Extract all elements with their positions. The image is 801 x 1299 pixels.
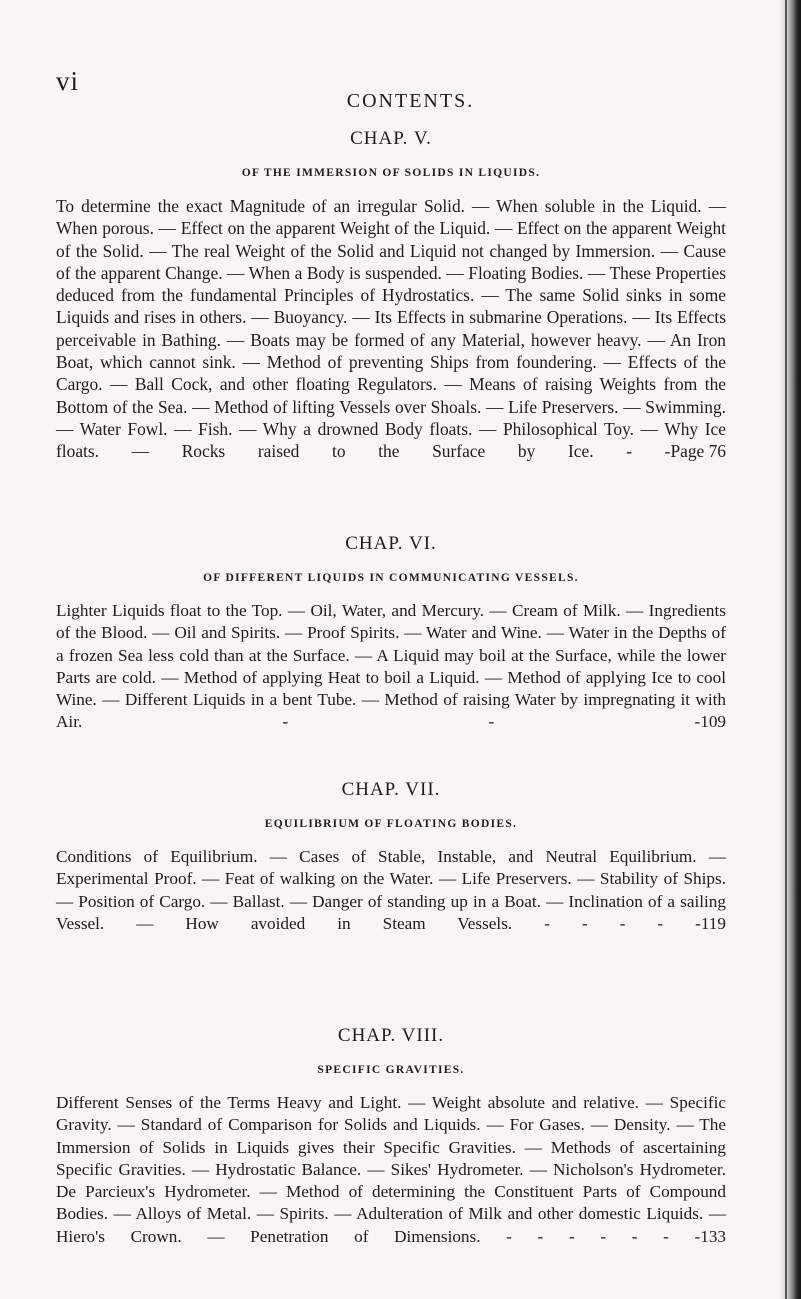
chapter-summary-text: Conditions of Equilibrium. — Cases of Stable, Instable, and Neutral Equilibrium. — Experimental Proof. — Feat of walking on the Water. — Life Preservers. — Stability of Ships. — Position of Cargo. — Ballast. — Danger of standing up in a Boat. — Inclination of a sailing Vessel. — How avoided in Steam Vessels. - - - - - — [56, 847, 726, 933]
chapter-title: CHAP. VIII. — [337, 1025, 445, 1046]
running-title — [0, 90, 801, 113]
chapter-summary-text: Lighter Liquids float to the Top. — Oil, Water, and Mercury. — Cream of Milk. — Ingredients of the Blood. — Oil and Spirits. — Proof Spirits. — Water and Wine. — Water in the Depths of a frozen Sea less cold than at the Surface. — A Liquid may boil at the Surface, while the lower Parts are cold. — Method of applying Heat to boil a Liquid. — Method of applying Ice to cool Wine. — Different Liquids in a bent Tube. — Method of raising Water by impregnating it with Air. - - - — [56, 601, 726, 732]
chapter-page-ref: 133 — [700, 1226, 726, 1246]
chapter-title: CHAP. V. — [350, 128, 432, 149]
page-number: vi — [56, 66, 80, 96]
chapter-title: CHAP. VII. — [341, 779, 441, 800]
chapter-5 — [56, 127, 726, 463]
chapter-7 — [56, 778, 726, 935]
chapter-6 — [56, 532, 726, 734]
chapter-title: CHAP. VI. — [345, 533, 437, 554]
running-title-text: CONTENTS. — [346, 90, 475, 112]
chapter-subtitle: OF THE IMMERSION OF SOLIDS IN LIQUIDS. — [241, 167, 541, 179]
chapter-page-ref: 119 — [700, 913, 726, 933]
chapter-page-ref: 109 — [700, 712, 726, 732]
chapter-summary — [56, 195, 726, 463]
chapter-summary — [56, 846, 726, 935]
page-edge-shadow — [779, 0, 801, 1299]
chapter-page-ref: Page 76 — [670, 441, 726, 462]
chapter-subtitle: SPECIFIC GRAVITIES. — [317, 1064, 465, 1076]
page-edge-line — [785, 0, 787, 1299]
chapter-summary-text: To determine the exact Magnitude of an irregular Solid. — When soluble in the Liquid. — When porous. — Effect on the apparent Weight of the Liquid. — Effect on the apparent Weight of the Solid. — The real Weight of the Solid and Liquid not changed by Immersion. — Cause of the apparent Change. — When a Body is suspended. — Floating Bodies. — These Properties deduced from the fundamental Principles of Hydrostatics. — The same Solid sinks in some Liquids and rises in others. — Buoyancy. — Its Effects in submarine Operations. — Its Effects perceivable in Bathing. — Boats may be formed of any Material, however heavy. — An Iron Boat, which cannot sink. — Method of preventing Ships from foundering. — Effects of the Cargo. — Ball Cock, and other floating Regulators. — Means of raising Weights from the Bottom of the Sea. — Method of lifting Vessels over Shoals. — Life Preservers. — Swimming. — Water Fowl. — Fish. — Why a drowned Body floats. — Philosophical Toy. — Why Ice floats. — Rocks raised to the Surface by Ice. - - — [56, 196, 726, 462]
chapter-summary — [56, 600, 726, 734]
chapter-summary-text: Different Senses of the Terms Heavy and Light. — Weight absolute and relative. — Specific Gravity. — Standard of Comparison for Solids and Liquids. — For Gases. — Density. — The Immersion of Solids in Liquids gives their Specific Gravities. — Methods of ascertaining Specific Gravities. — Hydrostatic Balance. — Sikes' Hydrometer. — Nicholson's Hydrometer. De Parcieux's Hydrometer. — Method of determining the Constituent Parts of Compound Bodies. — Alloys of Metal. — Spirits. — Adulteration of Milk and other domestic Liquids. — Hiero's Crown. — Penetration of Dimensions. - - - - - - - — [56, 1093, 726, 1246]
chapter-subtitle: EQUILIBRIUM OF FLOATING BODIES. — [264, 818, 518, 830]
chapter-summary — [56, 1092, 726, 1248]
chapter-subtitle: OF DIFFERENT LIQUIDS IN COMMUNICATING VESSELS. — [203, 572, 579, 584]
chapter-8 — [56, 1024, 726, 1248]
